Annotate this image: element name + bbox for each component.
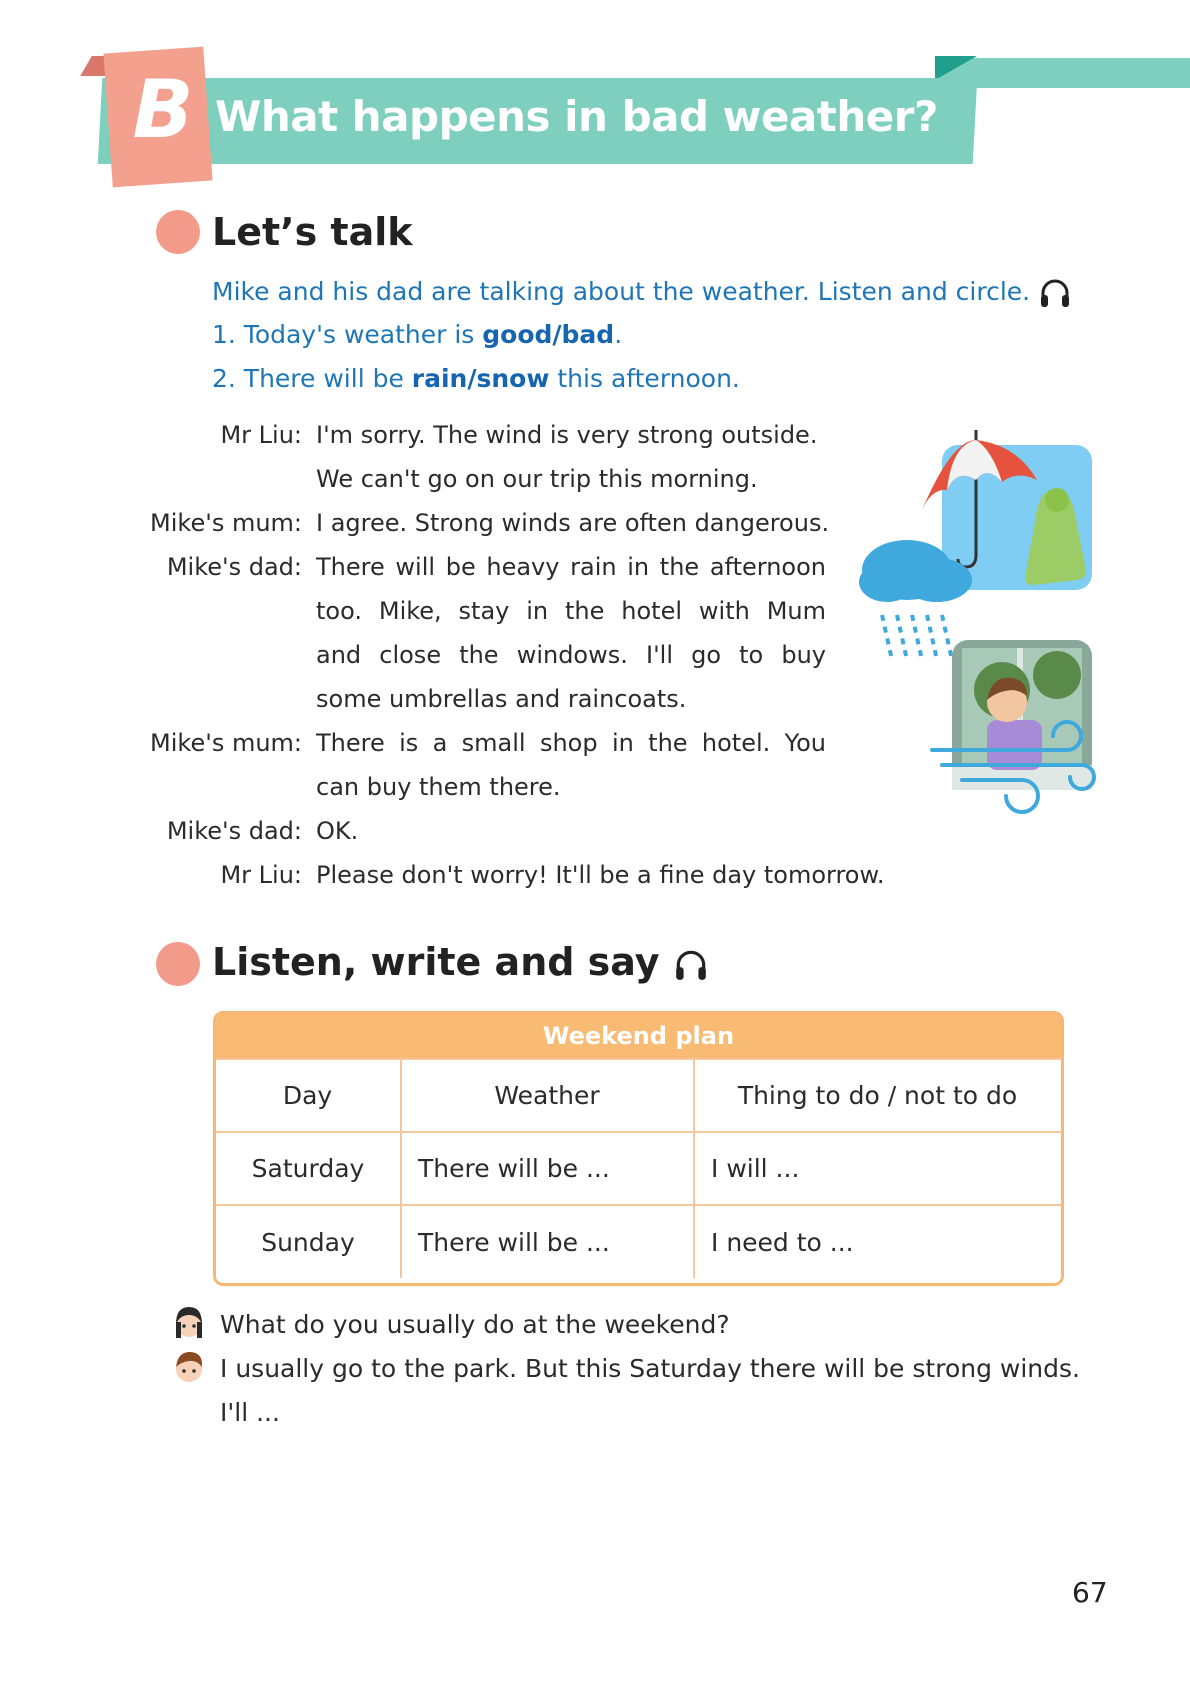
- instruction-text: Mike and his dad are talking about the weather. Listen and circle.: [212, 277, 1031, 306]
- question-2: [212, 364, 740, 393]
- page-title: What happens in bad weather?: [215, 92, 938, 141]
- header-teal-strip-tip: [935, 56, 977, 80]
- boy-avatar-icon: [172, 1348, 206, 1386]
- dialogue-line: I'm sorry. The wind is very strong outside.: [316, 421, 818, 449]
- dialogue-line: Please don't worry! It'll be a fine day tomorrow.: [316, 861, 885, 889]
- speaker: Mr Liu:: [220, 861, 302, 889]
- table-cell[interactable]: There will be ...: [401, 1205, 694, 1278]
- girl-avatar-icon: [172, 1304, 206, 1342]
- dialogue-row: [150, 501, 940, 545]
- dialogue-line: and close the windows. I'll go to buy: [316, 641, 826, 669]
- table-cell[interactable]: I need to ...: [694, 1205, 1061, 1278]
- question-2-end: this afternoon.: [549, 364, 740, 393]
- dialogue-line: There will be heavy rain in the afternoon: [316, 553, 826, 581]
- dialogue-line: can buy them there.: [316, 773, 561, 801]
- table-cell: Saturday: [216, 1132, 401, 1205]
- question-1-choice[interactable]: good/bad: [482, 320, 615, 349]
- dialogue-row: [150, 721, 940, 765]
- table-title: Weekend plan: [216, 1014, 1061, 1058]
- question-2-choice[interactable]: rain/snow: [411, 364, 550, 393]
- dialogue-line: There is a small shop in the hotel. You: [316, 729, 826, 757]
- chat-line: I'll ...: [220, 1398, 280, 1427]
- dialogue-row: [150, 633, 940, 677]
- question-1-end: .: [614, 320, 623, 349]
- column-header: Weather: [401, 1059, 694, 1132]
- instruction-line: [212, 276, 1072, 310]
- section-title-text: Listen, write and say: [212, 940, 660, 984]
- weekend-plan-table: [213, 1011, 1064, 1286]
- dialogue-row: [150, 457, 940, 501]
- dialogue-row: [150, 589, 940, 633]
- question-2-text: 2. There will be: [212, 364, 412, 393]
- column-header: Thing to do / not to do: [694, 1059, 1061, 1132]
- speaker: Mike's dad:: [166, 553, 302, 581]
- dialogue-line: too. Mike, stay in the hotel with Mum: [316, 597, 826, 625]
- window-scene: [952, 640, 1092, 790]
- table-cell: Sunday: [216, 1205, 401, 1278]
- dialogue-row: [150, 413, 940, 457]
- table-header-row: [216, 1059, 1061, 1132]
- table-grid: [216, 1058, 1061, 1278]
- dialogue-row: [150, 853, 940, 897]
- section-title-lets-talk: Let’s talk: [212, 210, 413, 254]
- dialogue-row: [150, 765, 940, 809]
- question-1: [212, 320, 622, 349]
- dialogue-row: [150, 677, 940, 721]
- dialogue-line: some umbrellas and raincoats.: [316, 685, 687, 713]
- column-header: Day: [216, 1059, 401, 1132]
- table-row: [216, 1205, 1061, 1278]
- dialogue: [150, 413, 940, 897]
- table-cell[interactable]: I will ...: [694, 1132, 1061, 1205]
- dialogue-row: [150, 809, 940, 853]
- section-bullet: [156, 942, 200, 986]
- speaker: Mr Liu:: [220, 421, 302, 449]
- dialogue-line: OK.: [316, 817, 359, 845]
- table-cell[interactable]: There will be ...: [401, 1132, 694, 1205]
- dialogue-row: [150, 545, 940, 589]
- speaker: Mike's mum:: [150, 509, 302, 537]
- weather-illustration: [852, 420, 1102, 840]
- section-bullet: [156, 210, 200, 254]
- chat-line: I usually go to the park. But this Saturday there will be strong winds.: [220, 1354, 1080, 1383]
- headphones-icon[interactable]: [1038, 276, 1072, 310]
- dialogue-line: We can't go on our trip this morning.: [316, 465, 758, 493]
- chat-line: What do you usually do at the weekend?: [220, 1310, 730, 1339]
- table-row: [216, 1132, 1061, 1205]
- speaker: Mike's dad:: [166, 817, 302, 845]
- section-letter: B: [132, 63, 194, 156]
- speaker: Mike's mum:: [150, 729, 302, 757]
- page-number: 67: [1072, 1576, 1108, 1609]
- headphones-icon[interactable]: [673, 947, 709, 983]
- section-title-listen-write-say: [212, 940, 709, 984]
- dialogue-line: I agree. Strong winds are often dangerous.: [316, 509, 830, 537]
- question-1-text: 1. Today's weather is: [212, 320, 483, 349]
